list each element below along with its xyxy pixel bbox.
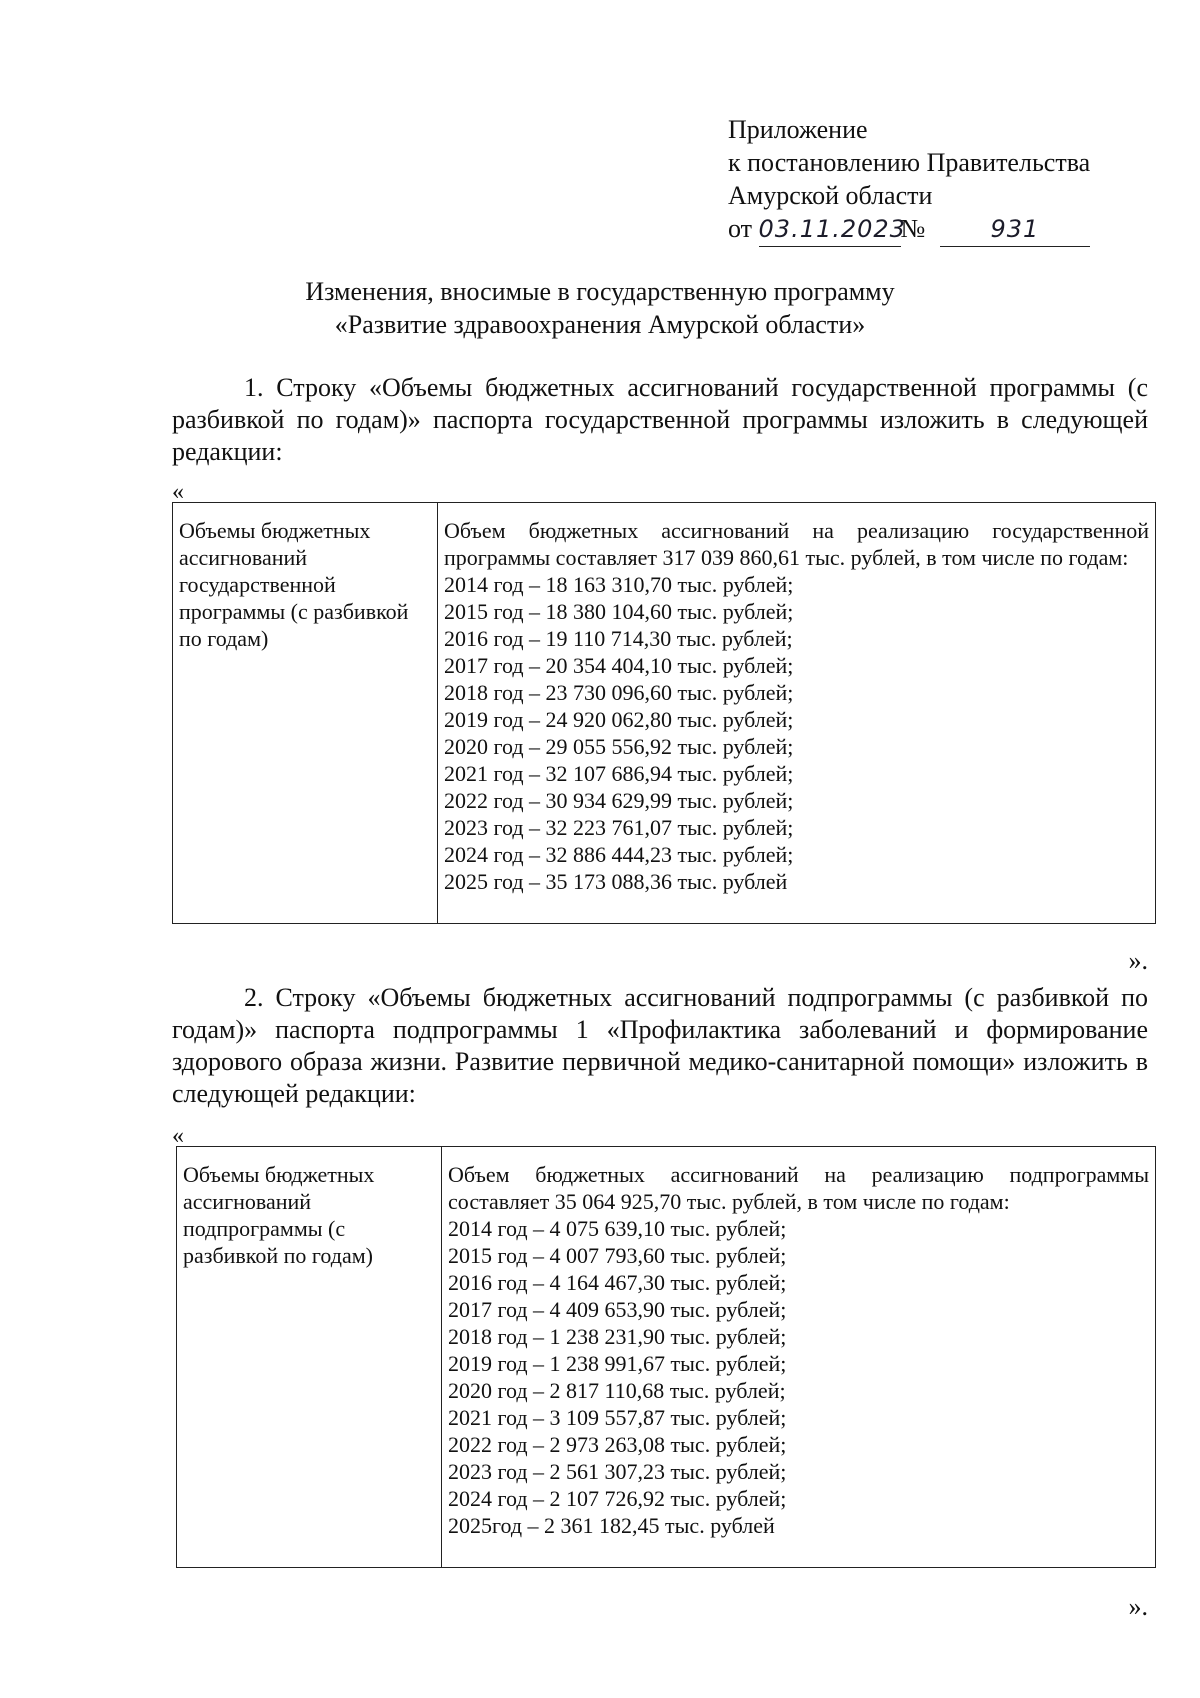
appendix-line-1: Приложение bbox=[728, 115, 868, 144]
section-1-text: 1. Строку «Объемы бюджетных ассигнований государственной программы (с разбивкой по годам)» паспорта государственной программы изложить в следующей редакции: bbox=[172, 373, 1148, 466]
section-1-year-2025: 2025 год – 35 173 088,36 тыс. рублей bbox=[444, 869, 788, 894]
section-1-year-2023: 2023 год – 32 223 761,07 тыс. рублей; bbox=[444, 815, 794, 840]
section-1-year-2014: 2014 год – 18 163 310,70 тыс. рублей; bbox=[444, 572, 794, 597]
section-1-right-cell bbox=[438, 503, 1156, 924]
section-2-year-2018: 2018 год – 1 238 231,90 тыс. рублей; bbox=[448, 1324, 787, 1349]
section-1-year-2015: 2015 год – 18 380 104,60 тыс. рублей; bbox=[444, 599, 794, 624]
section-2-year-2019: 2019 год – 1 238 991,67 тыс. рублей; bbox=[448, 1351, 787, 1376]
section-1-year-2019: 2019 год – 24 920 062,80 тыс. рублей; bbox=[444, 707, 794, 732]
section-2-quote-open: « bbox=[172, 1123, 184, 1149]
section-1-year-2020: 2020 год – 29 055 556,92 тыс. рублей; bbox=[444, 734, 794, 759]
section-1-quote-open: « bbox=[172, 479, 184, 505]
section-1-year-2017: 2017 год – 20 354 404,10 тыс. рублей; bbox=[444, 653, 794, 678]
section-1-quote-close: ». bbox=[1128, 946, 1148, 975]
section-2-year-2022: 2022 год – 2 973 263,08 тыс. рублей; bbox=[448, 1432, 787, 1457]
title-line-1: Изменения, вносимые в государственную программу bbox=[305, 277, 895, 306]
appendix-line-3: Амурской области bbox=[728, 181, 933, 210]
section-2-year-2024: 2024 год – 2 107 726,92 тыс. рублей; bbox=[448, 1486, 787, 1511]
section-2-year-2021: 2021 год – 3 109 557,87 тыс. рублей; bbox=[448, 1405, 787, 1430]
table-row bbox=[173, 503, 1156, 924]
section-2-budget-table bbox=[176, 1146, 1156, 1568]
section-1-budget-table bbox=[172, 502, 1156, 924]
section-2-year-2020: 2020 год – 2 817 110,68 тыс. рублей; bbox=[448, 1378, 786, 1403]
section-2-quote-close: ». bbox=[1128, 1592, 1148, 1621]
title-line-2: «Развитие здравоохранения Амурской области» bbox=[334, 310, 866, 339]
handwritten-number: 931 bbox=[940, 213, 1090, 247]
document-title bbox=[0, 275, 1200, 341]
section-1-year-2021: 2021 год – 32 107 686,94 тыс. рублей; bbox=[444, 761, 794, 786]
appendix-line-2: к постановлению Правительства bbox=[728, 148, 1091, 177]
section-2-year-2016: 2016 год – 4 164 467,30 тыс. рублей; bbox=[448, 1270, 787, 1295]
section-2-year-2023: 2023 год – 2 561 307,23 тыс. рублей; bbox=[448, 1459, 787, 1484]
section-2-intro: Объем бюджетных ассигнований на реализацию подпрограммы составляет 35 064 925,70 тыс. рублей, в том числе по годам: bbox=[448, 1162, 1149, 1214]
handwritten-date: 03.11.2023 bbox=[759, 213, 901, 247]
section-2-left-cell: Объемы бюджетных ассигнований подпрограммы (с разбивкой по годам) bbox=[177, 1147, 442, 1568]
section-1-left-cell: Объемы бюджетных ассигнований государственной программы (с разбивкой по годам) bbox=[173, 503, 438, 924]
section-1-year-2016: 2016 год – 19 110 714,30 тыс. рублей; bbox=[444, 626, 793, 651]
section-2-right-cell bbox=[442, 1147, 1156, 1568]
from-label: от bbox=[728, 214, 753, 243]
section-1-intro: Объем бюджетных ассигнований на реализацию государственной программы составляет 317 039 860,61 тыс. рублей, в том числе по годам: bbox=[444, 518, 1149, 570]
section-2-year-2017: 2017 год – 4 409 653,90 тыс. рублей; bbox=[448, 1297, 787, 1322]
section-2-year-2025: 2025год – 2 361 182,45 тыс. рублей bbox=[448, 1513, 775, 1538]
appendix-date-number-line bbox=[728, 212, 1090, 247]
section-2-year-2014: 2014 год – 4 075 639,10 тыс. рублей; bbox=[448, 1216, 787, 1241]
section-1-year-2022: 2022 год – 30 934 629,99 тыс. рублей; bbox=[444, 788, 794, 813]
section-2-paragraph bbox=[172, 982, 1148, 1110]
section-1-year-2024: 2024 год – 32 886 444,23 тыс. рублей; bbox=[444, 842, 794, 867]
section-2-text: 2. Строку «Объемы бюджетных ассигнований подпрограммы (с разбивкой по годам)» паспорта подпрограммы 1 «Профилактика заболеваний и формирование здорового образа жизни. Развитие первичной медико-санитарной помощи» изложить в следующей редакции: bbox=[172, 983, 1148, 1108]
section-1-year-2018: 2018 год – 23 730 096,60 тыс. рублей; bbox=[444, 680, 794, 705]
section-1-paragraph bbox=[172, 372, 1148, 468]
number-label: № bbox=[900, 214, 926, 243]
appendix-header bbox=[728, 113, 1090, 247]
section-2-year-2015: 2015 год – 4 007 793,60 тыс. рублей; bbox=[448, 1243, 787, 1268]
table-row bbox=[177, 1147, 1156, 1568]
